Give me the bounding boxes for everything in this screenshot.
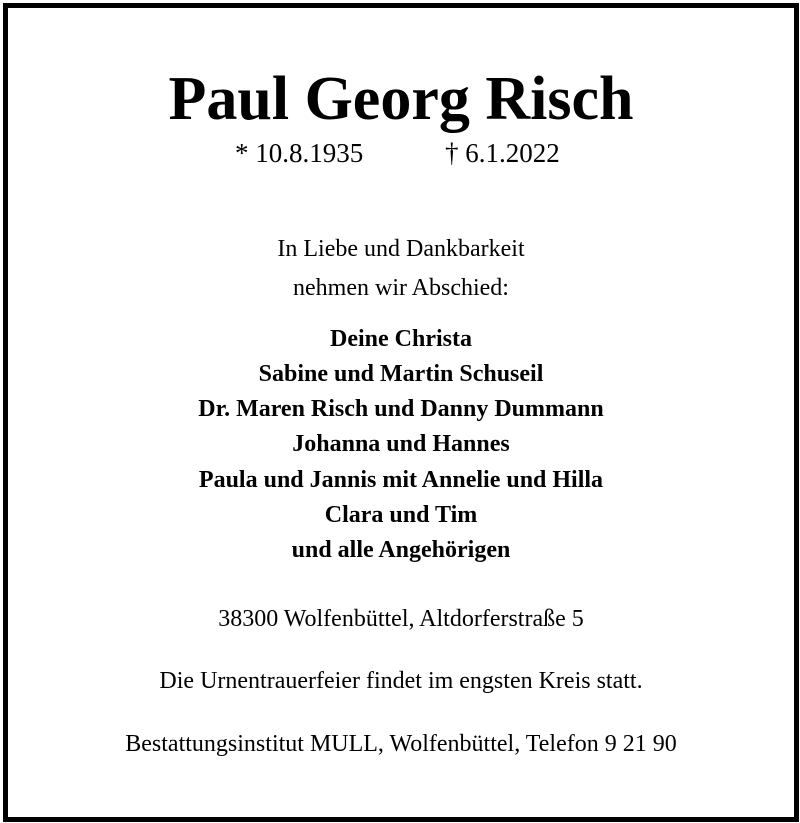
mourner-line: und alle Angehörigen: [291, 537, 511, 563]
mourner-line: Sabine und Martin Schuseil: [258, 361, 544, 387]
mourner-line: Paula und Jannis mit Annelie und Hilla: [198, 467, 604, 493]
deceased-name: Paul Georg Risch: [168, 65, 634, 133]
life-dates: [8, 135, 794, 171]
mourner-line: Dr. Maren Risch und Danny Dummann: [198, 396, 604, 422]
mourner-line: Johanna und Hannes: [292, 431, 510, 457]
address: 38300 Wolfenbüttel, Altdorferstraße 5: [218, 606, 584, 632]
intro-line-1: In Liebe und Dankbarkeit: [277, 236, 525, 262]
death-date: † 6.1.2022: [445, 138, 560, 168]
ceremony-note: Die Urnentrauerfeier findet im engsten Kreis statt.: [159, 668, 643, 694]
undertaker-info: Bestattungsinstitut MULL, Wolfenbüttel, Telefon 9 21 90: [125, 731, 677, 757]
obituary-frame: [3, 3, 799, 822]
birth-date: * 10.8.1935: [235, 138, 364, 168]
intro-line-2: nehmen wir Abschied:: [293, 275, 509, 301]
mourner-line: Deine Christa: [330, 326, 472, 352]
mourner-line: Clara und Tim: [324, 502, 478, 528]
